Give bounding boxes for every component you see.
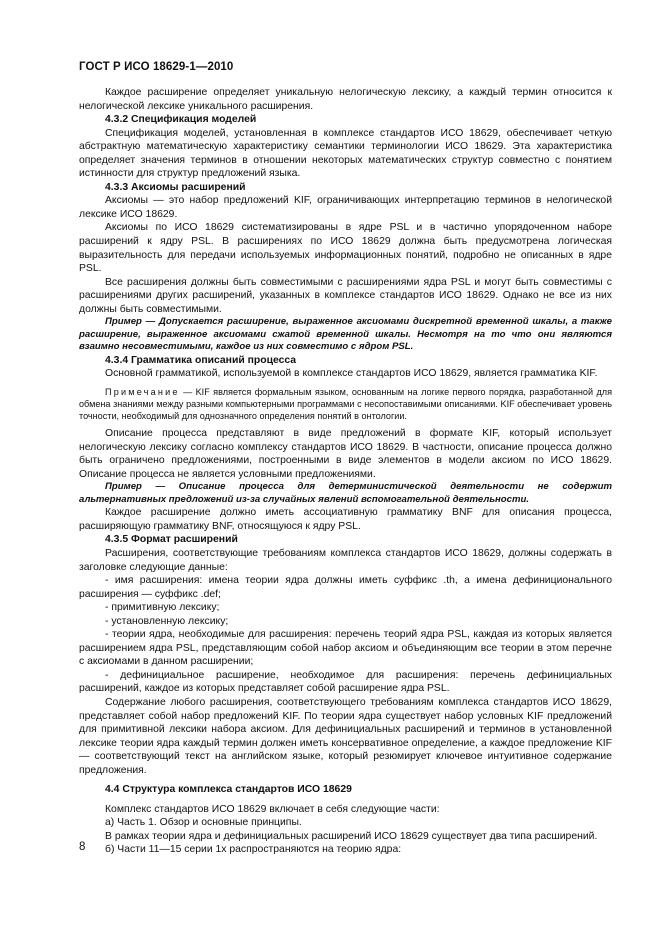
paragraph: Каждое расширение определяет уникальную нелогическую лексику, а каждый термин относится к нелогической лексике уникального расширения.: [79, 87, 612, 112]
list-item: - имя расширения: имена теории ядра должны иметь суффикс .th, а имена дефиниционального расширения — суффикс .def;: [79, 575, 612, 600]
note-paragraph: [79, 386, 612, 422]
list-item: - дефинициальное расширение, необходимое для расширения: перечень дефинициальных расширений, каждое из которых представляет собой расширение ядра PSL.: [79, 669, 612, 695]
section-heading: 4.3.5 Формат расширений: [105, 534, 238, 546]
section-heading: 4.3.4 Грамматика описаний процесса: [105, 354, 297, 366]
paragraph: Каждое расширение должно иметь ассоциативную грамматику BNF для описания процесса, расширяющую грамматику BNF, относящуюся к ядру PSL.: [79, 507, 612, 532]
paragraph: Расширения, соответствующие требованиям комплекса стандартов ИСО 18629, должны содержать в заголовке следующие данные:: [79, 548, 612, 573]
paragraph: Аксиомы по ИСО 18629 систематизированы в ядре PSL и в частично упорядоченном наборе расширений к ядру PSL. В расширениях по ИСО 18629 должна быть предусмотрена логическая выразительность для передачи используемых информационных понятий, подробно не описанных в ядре PSL.: [79, 222, 612, 275]
note-text: — KIF является формальным языком, основанным на логике первого порядка, разработанной для обмена знаниями между разными компьютерными программами с несопоставимыми описаниями. KIF обеспечивает уровень точности, необходимый для однозначного определения понятий в онтологии.: [79, 386, 612, 422]
paragraph: Комплекс стандартов ИСО 18629 включает в себя следующие части:: [105, 803, 440, 815]
document-id-header: ГОСТ Р ИСО 18629-1—2010: [79, 61, 234, 73]
section-heading: 4.3.2 Спецификация моделей: [105, 114, 257, 126]
note-label: Примечание: [105, 386, 180, 397]
list-item: б) Части 11—15 серии 1х распространяются на теорию ядра:: [105, 844, 402, 856]
section-heading: 4.3.3 Аксиомы расширений: [105, 181, 246, 193]
example-paragraph: Пример — Допускается расширение, выраженное аксиомами дискретной временной шкалы, а также расширение, выраженное аксиомами сжатой временной шкалы. Несмотря на то что они являются взаимно несовместимыми, каждое из них совместимо с ядром PSL.: [79, 316, 612, 353]
section-heading: 4.4 Структура комплекса стандартов ИСО 18629: [105, 784, 352, 796]
paragraph: Описание процесса представляют в виде предложений в формате KIF, который использует нелогическую лексику согласно комплексу стандартов ИСО 18629. В частности, описание процесса должно быть ограничено предложениями, построенными в виде элементов в модели аксиом по ИСО 18629. Описание процесса не является условными предложениями.: [79, 428, 612, 480]
paragraph: Все расширения должны быть совместимыми с расширениями ядра PSL и могут быть совместимы с расширениями других расширений, указанных в комплексе стандартов ИСО 18629. Однако не все из них должны быть совместимыми.: [79, 276, 612, 315]
paragraph: Основной грамматикой, используемой в комплексе стандартов ИСО 18629, является грамматика KIF.: [105, 368, 598, 380]
list-item: - примитивную лексику;: [105, 602, 220, 614]
page-number: 8: [79, 841, 86, 853]
list-item: а) Часть 1. Обзор и основные принципы.: [105, 817, 302, 829]
paragraph: В рамках теории ядра и дефинициальных расширений ИСО 18629 существует два типа расширений.: [105, 830, 598, 842]
body-text: [79, 86, 612, 857]
list-item: - установленную лексику;: [105, 615, 229, 627]
paragraph: Спецификация моделей, установленная в комплексе стандартов ИСО 18629, обеспечивает четкую абстрактную математическую характеристику семантики терминологии ИСО 18629. Эта характеристика определяет значения терминов в отношении некоторых математических структур совместно с понятием истинности для структур предложений языка.: [79, 127, 612, 180]
paragraph: Содержание любого расширения, соответствующего требованиям комплекса стандартов ИСО 18629, представляет собой набор предложений KIF. По теории ядра существует набор условных KIF предложений для примитивной лексики набора аксиом. Для дефинициальных расширений и терминов в установленной лексике теории ядра каждый термин должен иметь консервативное определение, а каждое предложение KIF — соответствующий текст на английском языке, который резюмирует ключевое интуитивное содержание предложения.: [79, 697, 612, 776]
example-paragraph: Пример — Описание процесса для детерминистической деятельности не содержит альтернативных предложений из-за случайных явлений вспомогательной деятельности.: [79, 481, 612, 505]
paragraph: Аксиомы — это набор предложений KIF, ограничивающих интерпретацию терминов в нелогической лексике ИСО 18629.: [79, 195, 612, 220]
list-item: - теории ядра, необходимые для расширения: перечень теорий ядра PSL, каждая из которых является расширением ядра PSL, представляющим собой набор аксиом и объединяющим все теории в этом перечне с аксиомами в данном расширении;: [79, 629, 612, 668]
